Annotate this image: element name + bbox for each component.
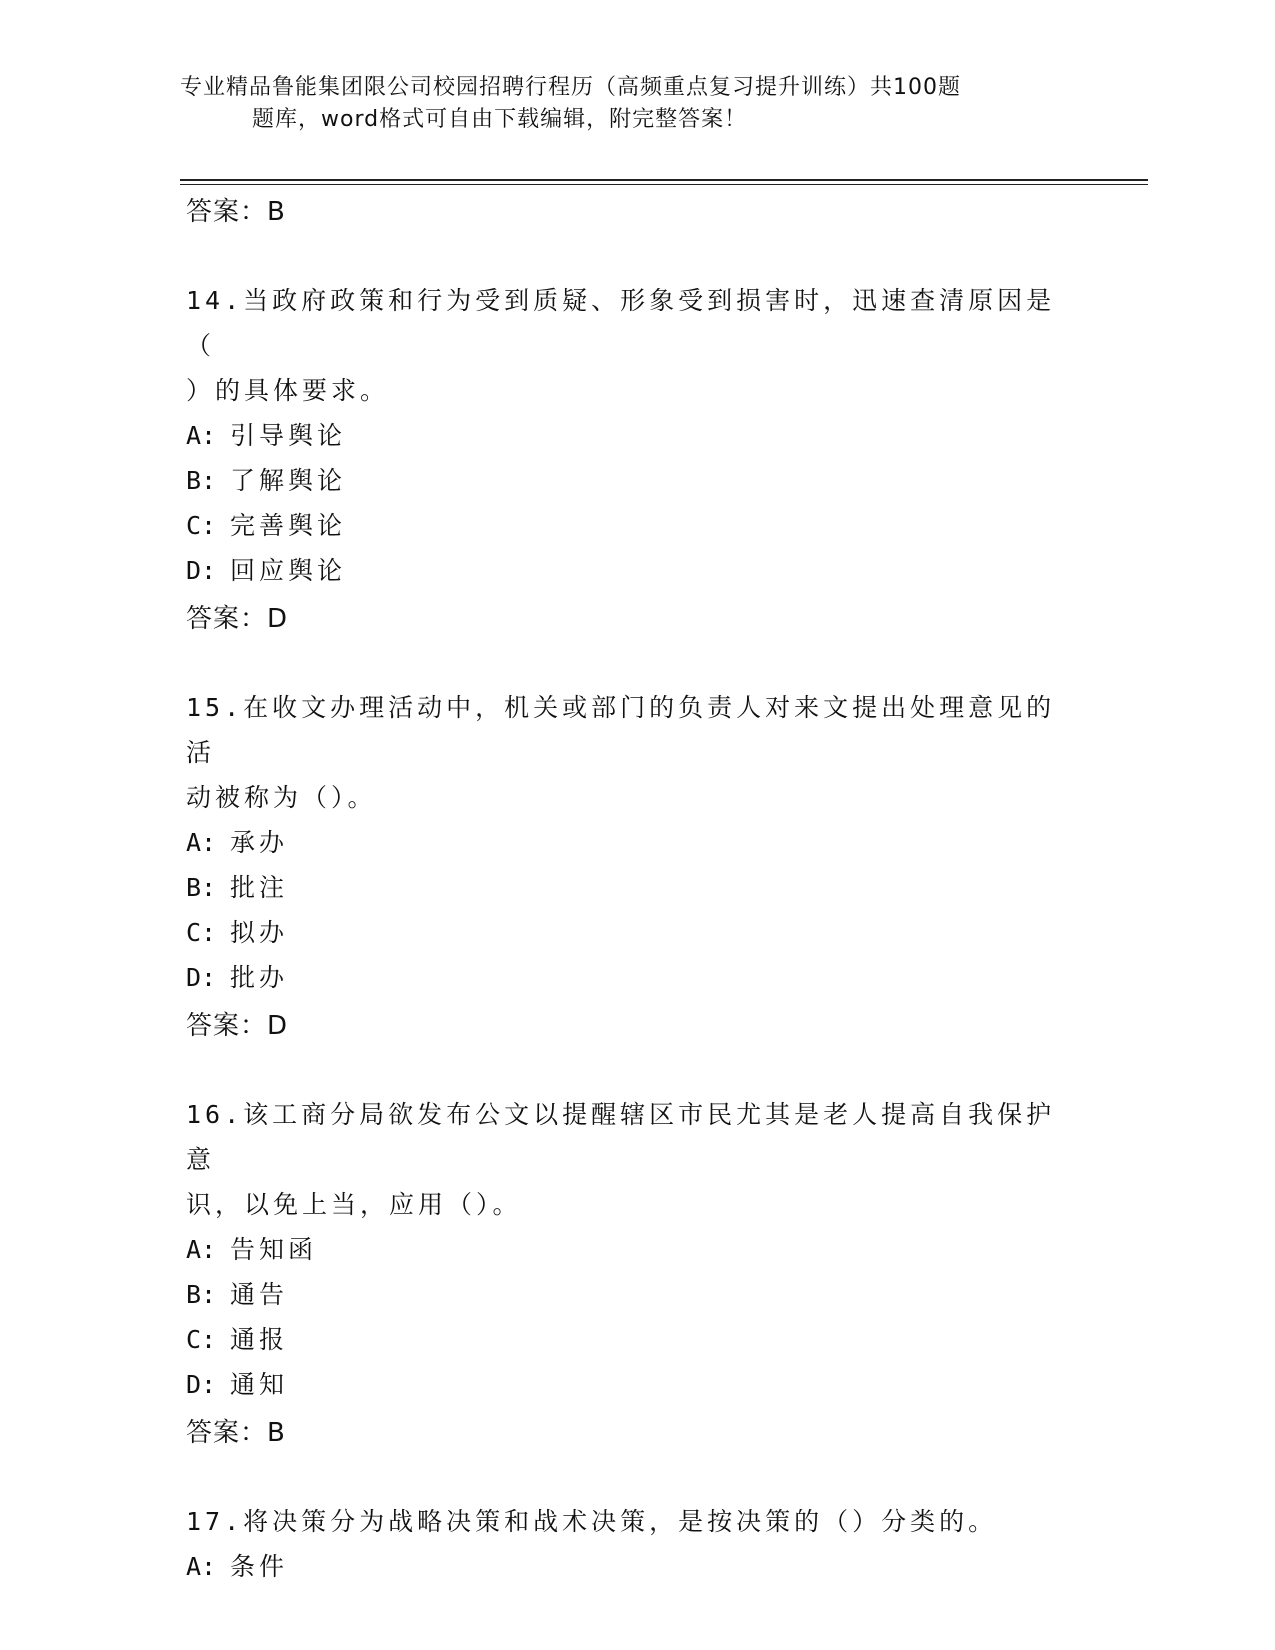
option-d bbox=[186, 548, 1086, 593]
option-key: D: bbox=[186, 963, 217, 992]
question-item bbox=[186, 1092, 1086, 1459]
question-list bbox=[186, 186, 1086, 1589]
question-stem-line: 动被称为（）。 bbox=[186, 783, 377, 812]
option-b bbox=[186, 1272, 1086, 1317]
option-key: B: bbox=[186, 1280, 217, 1309]
answer-line: 答案：B bbox=[186, 197, 286, 227]
option-c bbox=[186, 910, 1086, 955]
question-stem bbox=[186, 1092, 1066, 1227]
question-stem bbox=[186, 1499, 1066, 1544]
option-text: 回应舆论 bbox=[230, 556, 347, 585]
option-text: 通报 bbox=[230, 1325, 289, 1354]
option-b bbox=[186, 865, 1086, 910]
question-stem-line: 17.将决策分为战略决策和战术决策，是按决策的（）分类的。 bbox=[186, 1507, 998, 1536]
option-c bbox=[186, 503, 1086, 548]
option-text: 拟办 bbox=[230, 918, 289, 947]
option-key: B: bbox=[186, 873, 217, 902]
option-d bbox=[186, 1362, 1086, 1407]
question-stem-line: 16.该工商分局欲发布公文以提醒辖区市民尤其是老人提高自我保护意 bbox=[186, 1100, 1056, 1174]
question-stem bbox=[186, 278, 1066, 413]
option-key: A: bbox=[186, 1235, 217, 1264]
option-text: 引导舆论 bbox=[230, 421, 347, 450]
option-text: 通告 bbox=[230, 1280, 289, 1309]
option-key: D: bbox=[186, 1370, 217, 1399]
option-text: 了解舆论 bbox=[230, 466, 347, 495]
option-key: A: bbox=[186, 421, 217, 450]
option-c bbox=[186, 1317, 1086, 1362]
option-key: A: bbox=[186, 828, 217, 857]
option-a bbox=[186, 1227, 1086, 1272]
option-text: 告知函 bbox=[230, 1235, 318, 1264]
answer-line: 答案：D bbox=[186, 1011, 289, 1041]
option-b bbox=[186, 458, 1086, 503]
option-text: 通知 bbox=[230, 1370, 289, 1399]
option-a bbox=[186, 413, 1086, 458]
question-item bbox=[186, 278, 1086, 645]
option-text: 批注 bbox=[230, 873, 289, 902]
question-item bbox=[186, 685, 1086, 1052]
option-text: 承办 bbox=[230, 828, 289, 857]
option-text: 完善舆论 bbox=[230, 511, 347, 540]
option-key: A: bbox=[186, 1552, 217, 1581]
option-text: 批办 bbox=[230, 963, 289, 992]
option-key: C: bbox=[186, 511, 217, 540]
question-stem bbox=[186, 685, 1066, 820]
option-key: C: bbox=[186, 1325, 217, 1354]
question-stem-line: 14.当政府政策和行为受到质疑、形象受到损害时，迅速查清原因是（ bbox=[186, 286, 1056, 360]
option-key: D: bbox=[186, 556, 217, 585]
option-text: 条件 bbox=[230, 1552, 289, 1581]
question-stem-line: 15.在收文办理活动中，机关或部门的负责人对来文提出处理意见的活 bbox=[186, 693, 1056, 767]
page-header bbox=[180, 72, 1040, 136]
answer-line: 答案：D bbox=[186, 604, 289, 634]
question-stem-line: 识，以免上当，应用（）。 bbox=[186, 1190, 522, 1219]
option-key: C: bbox=[186, 918, 217, 947]
header-divider-thick bbox=[180, 179, 1148, 181]
option-key: B: bbox=[186, 466, 217, 495]
answer-line: 答案：B bbox=[186, 1418, 286, 1448]
header-title-line-1: 专业精品鲁能集团限公司校园招聘行程历（高频重点复习提升训练）共100题 bbox=[180, 75, 961, 100]
question-stem-line: ）的具体要求。 bbox=[186, 376, 390, 405]
header-divider-thin bbox=[180, 184, 1148, 185]
option-a bbox=[186, 820, 1086, 865]
option-a bbox=[186, 1544, 1086, 1589]
question-item bbox=[186, 1499, 1086, 1589]
option-d bbox=[186, 955, 1086, 1000]
header-title-line-2: 题库，word格式可自由下载编辑，附完整答案！ bbox=[252, 107, 748, 132]
